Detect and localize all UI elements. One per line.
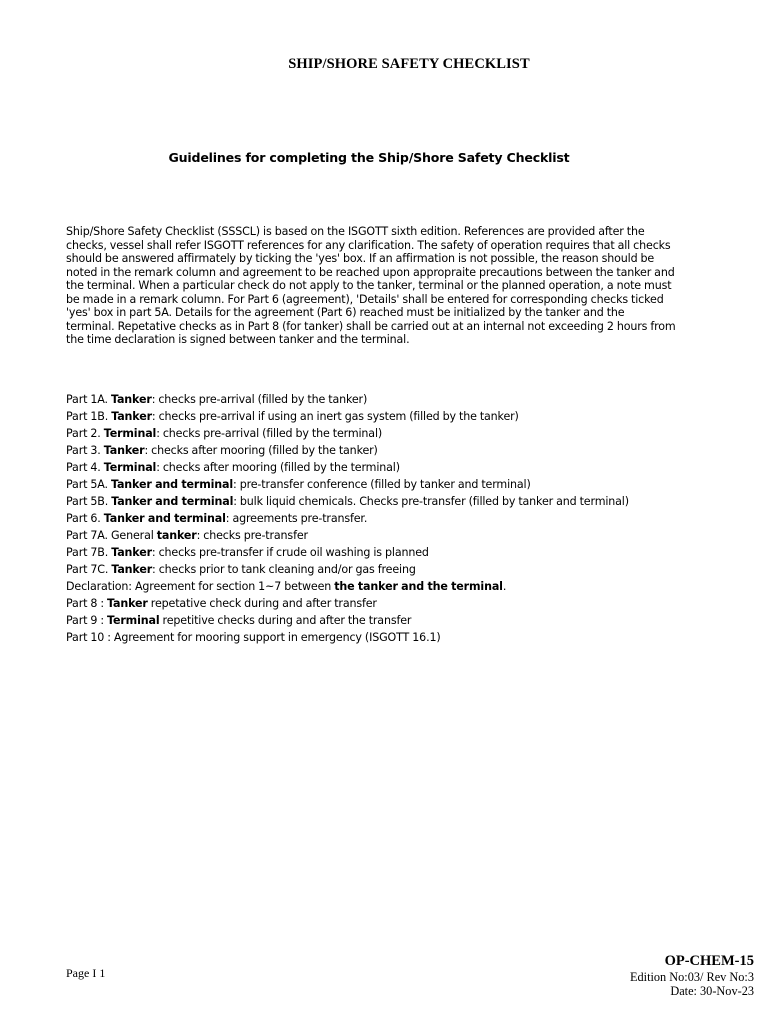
part-item: Part 1A. Tanker: checks pre-arrival (filled by the tanker) [66, 393, 368, 406]
part-item: Part 4. Terminal: checks after mooring (filled by the terminal) [66, 461, 400, 474]
part-item: Part 7A. General tanker: checks pre-transfer [66, 529, 308, 542]
document-code: OP-CHEM-15 [664, 953, 754, 969]
page-number: Page I 1 [66, 966, 106, 980]
part-item: Part 8 : Tanker repetative check during and after transfer [66, 597, 377, 610]
declaration-item: Declaration: Agreement for section 1~7 between the tanker and the terminal. [66, 580, 507, 593]
part-item: Part 7B. Tanker: checks pre-transfer if crude oil washing is planned [66, 546, 429, 559]
part-item: Part 6. Tanker and terminal: agreements pre-transfer. [66, 512, 368, 525]
document-title: SHIP/SHORE SAFETY CHECKLIST [288, 56, 530, 72]
part-item: Part 5A. Tanker and terminal: pre-transfer conference (filled by tanker and terminal) [66, 478, 531, 491]
edition-revision: Edition No:03/ Rev No:3 [630, 970, 754, 984]
part-item: Part 7C. Tanker: checks prior to tank cleaning and/or gas freeing [66, 563, 416, 576]
part-item: Part 9 : Terminal repetitive checks during and after the transfer [66, 614, 412, 627]
document-date: Date: 30-Nov-23 [670, 984, 754, 998]
part-item: Part 5B. Tanker and terminal: bulk liquid chemicals. Checks pre-transfer (filled by tanker and terminal) [66, 495, 629, 508]
parts-list [66, 391, 726, 646]
guidelines-heading: Guidelines for completing the Ship/Shore Safety Checklist [168, 150, 570, 165]
part-item: Part 10 : Agreement for mooring support in emergency (ISGOTT 16.1) [66, 631, 441, 644]
part-item: Part 2. Terminal: checks pre-arrival (filled by the terminal) [66, 427, 383, 440]
part-item: Part 3. Tanker: checks after mooring (filled by the tanker) [66, 444, 378, 457]
intro-paragraph: Ship/Shore Safety Checklist (SSSCL) is based on the ISGOTT sixth edition. References are provided after the checks, vessel shall refer ISGOTT references for any clarification. The safety of operation requires that all checks should be answered affirmately by ticking the 'yes' box. If an affirmation is not possible, the reason should be noted in the remark column and agreement to be reached upon appropraite precautions between the tanker and the terminal. When a particular check do not apply to the tanker, terminal or the planned operation, a note must be made in a remark column. For Part 6 (agreement), 'Details' shall be entered for corresponding checks ticked 'yes' box in part 5A. Details for the agreement (Part 6) reached must be initialized by the tanker and the terminal. Repetative checks as in Part 8 (for tanker) shall be carried out at an internal not exceeding 2 hours from the time declaration is signed between tanker and the terminal. [66, 225, 676, 347]
document-control-block [630, 952, 754, 998]
part-item: Part 1B. Tanker: checks pre-arrival if using an inert gas system (filled by the tanker) [66, 410, 519, 423]
